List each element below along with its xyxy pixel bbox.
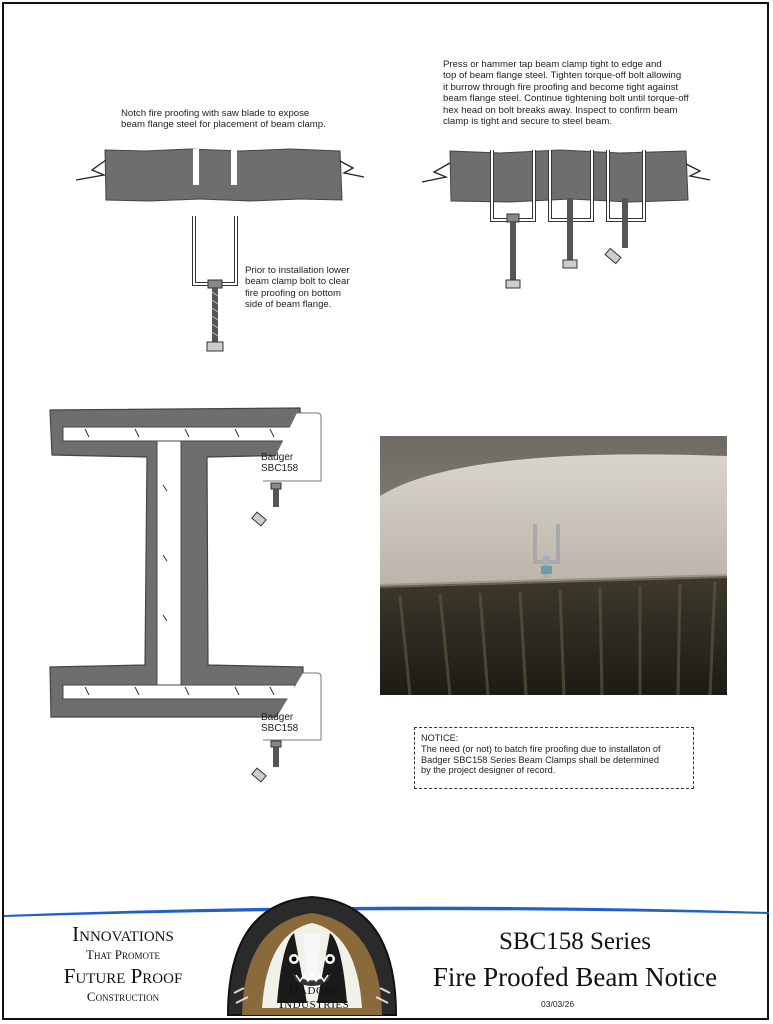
slogan-innovations: Innovations	[72, 922, 174, 946]
slogan	[28, 922, 218, 1006]
company-name	[254, 983, 374, 1011]
clamp-label-top-model: SBC158	[261, 463, 299, 474]
clamp-label-top	[261, 452, 298, 474]
doc-title-line1: SBC158 Series	[498, 928, 652, 955]
clamp-label-top-brand: Badger	[261, 452, 294, 463]
company-line2: Industries	[278, 996, 350, 1012]
clamp-label-bottom-model: SBC158	[261, 723, 299, 734]
lower-bolt-instruction: Prior to installation lower beam clamp bolt to clear fire proofing on bottom side of beam flange.	[245, 265, 350, 311]
slogan-that-promote: That Promote	[86, 947, 160, 962]
doc-date: 03/03/26	[541, 999, 575, 1009]
clamp-label-bottom-brand: Badger	[261, 712, 294, 723]
notched-beam-diagram	[70, 145, 370, 205]
press-instruction: Press or hammer tap beam clamp tight to edge and top of beam flange steel. Tighten torque-off bolt allowing it burrow through fire proofing and become tight against beam flange steel. Continue tightening bolt until torque-off hex head on bolt breaks away. Inspect to confirm beam clamp is tight and secure to steel beam.	[443, 59, 689, 128]
clamp-label-bottom	[261, 712, 298, 734]
notch-instruction: Notch fire proofing with saw blade to expose beam flange steel for placement of beam clamp.	[121, 108, 326, 131]
doc-title-line2: Fire Proofed Beam Notice	[432, 962, 718, 992]
installed-clamp-photo	[380, 436, 727, 695]
notice-body: The need (or not) to batch fire proofing due to installaton of Badger SBC158 Series Beam Clamps shall be determined by the project designer of record.	[421, 743, 661, 776]
notice-box	[414, 727, 694, 789]
notice-heading: NOTICE:	[421, 733, 459, 743]
lowered-bolt-clamp	[190, 214, 240, 354]
clamped-beam-diagram	[420, 148, 720, 293]
i-beam-section	[45, 405, 375, 795]
company-line1: Badger	[288, 982, 340, 998]
slogan-future-proof: Future Proof	[63, 964, 183, 988]
slogan-construction: Construction	[86, 989, 160, 1004]
